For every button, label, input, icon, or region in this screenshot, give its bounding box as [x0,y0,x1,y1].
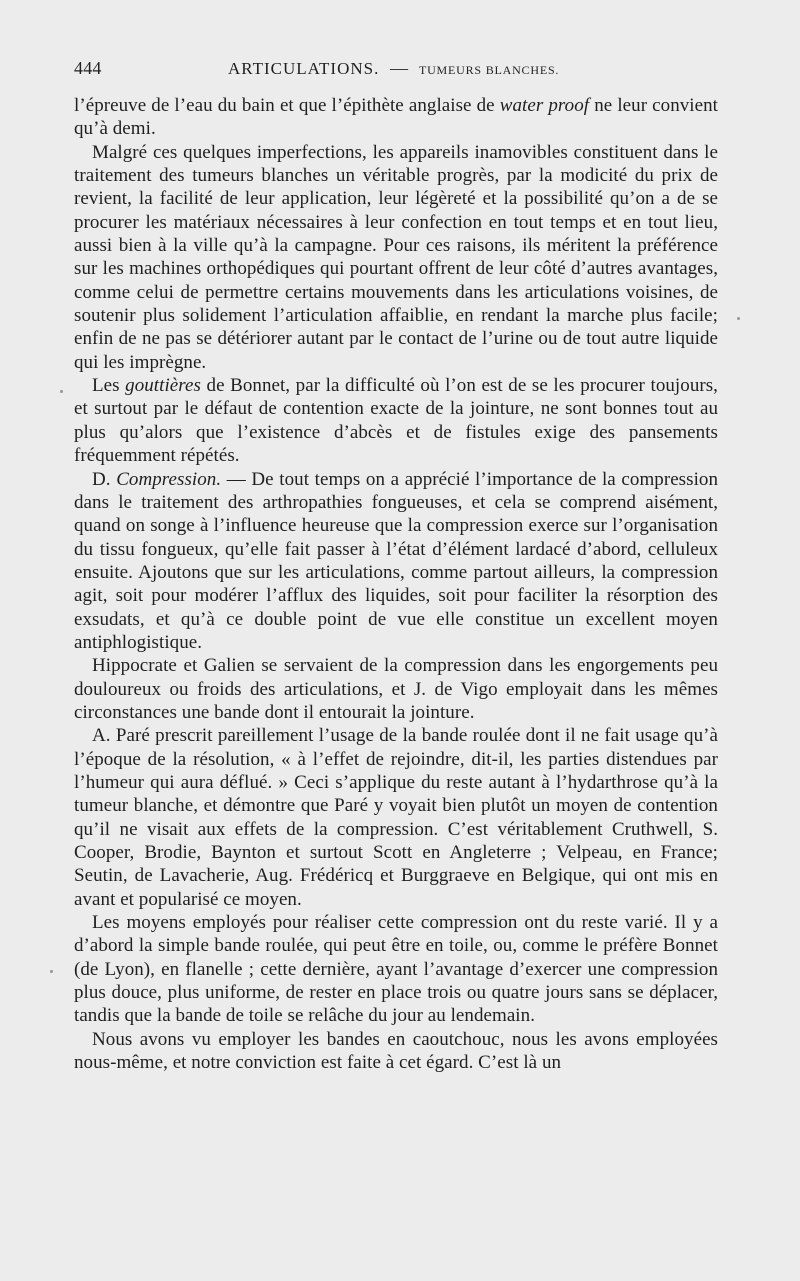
ink-speck [50,970,53,973]
paragraph-7: Les moyens employés pour réaliser cette compression ont du reste varié. Il y a d’abord la simple bande roulée, qui peut être en toile, ou, comme le préfère Bonnet (de Lyon), en flanelle ; cette dernière, ayant l’avantage d’exercer une compression plus douce, plus uniforme, de rester en place trois ou quatre jours sans se déplacer, tandis que la bande de toile se relâche du jour au lendemain. [74,912,718,1027]
running-title: ARTICULATIONS. [228,59,380,78]
paragraph-3-italic-term: gouttières [125,375,201,397]
paragraph-4-text: — De tout temps on a apprécié l’importance de la compression dans le traitement des arthropathies fongueuses, et cela se comprend aisément, quand on songe à l’influence heureuse que la compression exerce sur l’organisation du tissu fongueux, qu’elle fait passer à l’état d’élément lardacé d’abord, celluleux ensuite. Ajoutons que sur les articulations, comme partout ailleurs, la compression agit, soit pour modérer l’afflux des liquides, soit pour faciliter la résorption des exsudats, et qu’à ce double point de vue elle constitue un excellent moyen antiphlogistique. [74,468,718,653]
ink-speck [737,317,740,320]
paragraph-6: A. Paré prescrit pareillement l’usage de la bande roulée dont il ne fait usage qu’à l’époque de la résolution, « à l’effet de rejoindre, dit-il, les parties distendues par l’humeur qui aura déflué. » Ceci s’applique du reste autant à l’hydarthrose qu’à la tumeur blanche, et démontre que Paré y voyait bien plutôt un moyen de contention qu’il ne visait aux effets de la compression. C’est véritablement Cruthwell, S. Cooper, Brodie, Baynton et surtout Scott en Angleterre ; Velpeau, en France; Seutin, de Lavacherie, Aug. Frédéricq et Burggraeve en Belgique, qui ont mis en avant et popularisé ce moyen. [74,725,718,910]
paragraph-1-italic-term: water proof [499,95,590,116]
paragraph-1 [74,94,718,141]
paragraph-2: Malgré ces quelques imperfections, les appareils inamovibles constituent dans le traitement des tumeurs blanches un véritable progrès, par la modicité du prix de revient, la facilité de leur application, leur légèreté et la possibilité qu’on a de se procurer les matériaux nécessaires à leur confection en tout temps et en tout lieu, aussi bien à la ville qu’à la campagne. Pour ces raisons, ils méritent la préférence sur les machines orthopédiques qui pourtant offrent de leur côté d’autres avantages, comme celui de permettre certains mouvements dans les articulations voisines, de soutenir plus solidement l’articulation affaiblie, en rendant la marche plus facile; enfin de ne pas se détériorer autant par le contact de l’urine ou de tout autre liquide qui les imprègne. [74,141,718,373]
running-subtitle: TUMEURS BLANCHES. [418,63,560,77]
running-separator: — [390,58,409,78]
running-head [228,58,559,79]
paragraph-8: Nous avons vu employer les bandes en caoutchouc, nous les avons employées nous-même, et notre conviction est faite à cet égard. C’est là un [74,1028,718,1074]
paragraph-3 [74,374,718,467]
paragraph-4-heading: Compression. [116,468,222,490]
paragraph-4-label: D. [92,468,117,490]
ink-speck [60,390,63,393]
page-number: 444 [74,58,102,78]
paragraph-4 [74,468,718,655]
paragraph-1-text-start: l’épreuve de l’eau du bain et que l’épithète anglaise de [74,95,500,116]
paragraph-1-text-end: ne leur convient qu’à demi. [74,95,718,140]
page-body [74,94,718,1074]
paragraph-3-text-start: Les [92,375,126,397]
page-header [74,56,718,86]
paragraph-5: Hippocrate et Galien se servaient de la compression dans les engorgements peu douloureux ou froids des articulations, et J. de Vigo employait dans les mêmes circonstances une bande dont il entourait la jointure. [74,655,718,723]
paragraph-3-text-end: de Bonnet, par la difficulté où l’on est de se les procurer toujours, et surtout par le défaut de contention exacte de la jointure, ne sont bonnes tout au plus qu’alors que l’existence d’abcès et de fistules exige des pansements fréquemment répétés. [74,375,718,467]
